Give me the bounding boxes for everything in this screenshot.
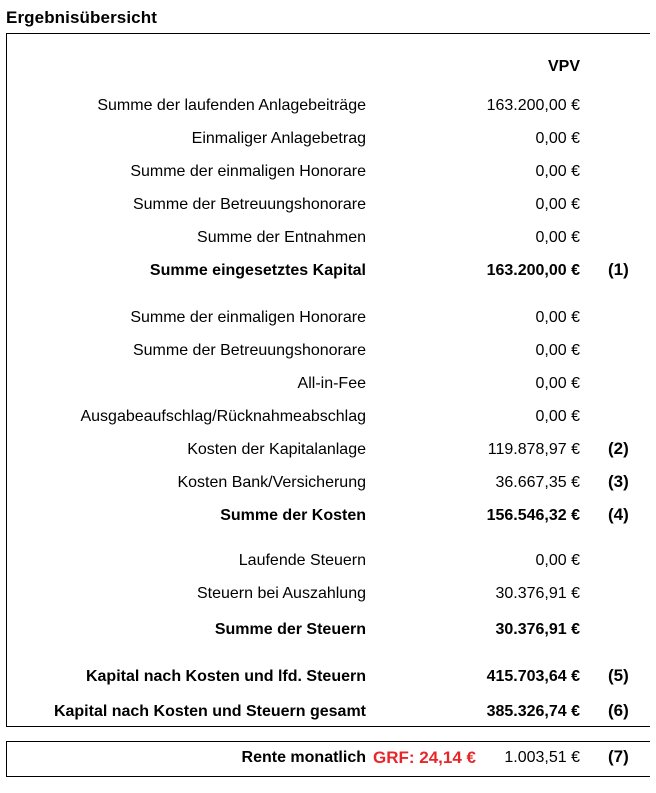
row-footnote: (5) — [608, 666, 629, 685]
row-label: Kosten der Kapitalanlage — [187, 441, 366, 458]
row-footnote: (3) — [608, 472, 629, 491]
row-value: 0,00 € — [535, 408, 580, 425]
row-value: 0,00 € — [535, 163, 580, 180]
row-footnote: (1) — [608, 260, 629, 279]
table-row — [0, 552, 656, 574]
row-footnote: (6) — [608, 701, 629, 720]
row-label: Summe der Betreuungshonorare — [132, 342, 366, 359]
row-value: 0,00 € — [535, 309, 580, 326]
row-value: 0,00 € — [535, 342, 580, 359]
row-value: 156.546,32 € — [486, 507, 580, 524]
row-footnote: (2) — [608, 439, 629, 458]
row-label: Kapital nach Kosten und Steuern gesamt — [53, 703, 366, 720]
table-row — [0, 196, 656, 218]
row-value: 36.667,35 € — [495, 474, 580, 491]
row-label: All-in-Fee — [297, 375, 366, 392]
row-footnote: (4) — [608, 505, 629, 524]
row-value: 0,00 € — [535, 552, 580, 569]
row-value: 30.376,91 € — [495, 585, 580, 602]
row-label: Laufende Steuern — [238, 552, 366, 569]
table-row — [0, 229, 656, 251]
row-label: Summe der Entnahmen — [197, 229, 366, 246]
column-header-vpv: VPV — [547, 58, 580, 75]
row-value: 0,00 € — [535, 375, 580, 392]
row-label: Einmaliger Anlagebetrag — [191, 130, 366, 147]
row-label: Summe der einmaligen Honorare — [130, 163, 366, 180]
table-row — [0, 408, 656, 430]
table-row — [0, 668, 656, 690]
table-row — [0, 507, 656, 529]
row-label: Summe der Kosten — [220, 507, 366, 524]
row-label: Summe der Betreuungshonorare — [132, 196, 366, 213]
row-value: 119.878,97 € — [487, 441, 580, 458]
rente-value: 1.003,51 € — [504, 749, 580, 766]
row-label: Kapital nach Kosten und lfd. Steuern — [85, 668, 366, 685]
grf-value: GRF: 24,14 € — [373, 748, 476, 767]
row-value: 163.200,00 € — [486, 262, 580, 279]
table-row — [0, 441, 656, 463]
row-value: 385.326,74 € — [486, 703, 580, 720]
row-value: 30.376,91 € — [495, 621, 580, 638]
row-label: Summe der einmaligen Honorare — [130, 309, 366, 326]
table-row — [0, 97, 656, 119]
table-row — [0, 474, 656, 496]
row-label: Summe der laufenden Anlagebeiträge — [97, 97, 366, 114]
table-row — [0, 163, 656, 185]
row-value: 0,00 € — [535, 229, 580, 246]
row-value: 0,00 € — [535, 130, 580, 147]
row-label: Ausgabeaufschlag/Rücknahmeabschlag — [80, 408, 366, 425]
rente-note: (7) — [608, 747, 629, 766]
table-row — [0, 342, 656, 364]
row-value: 163.200,00 € — [486, 97, 580, 114]
row-label: Kosten Bank/Versicherung — [177, 474, 366, 491]
table-row — [0, 703, 656, 725]
row-value: 0,00 € — [535, 196, 580, 213]
rente-row — [0, 749, 656, 771]
table-row — [0, 130, 656, 152]
table-row — [0, 375, 656, 397]
table-row — [0, 262, 656, 284]
table-row — [0, 621, 656, 643]
table-row — [0, 585, 656, 607]
table-row — [0, 309, 656, 331]
row-label: Steuern bei Auszahlung — [196, 585, 366, 602]
rente-label: Rente monatlich — [241, 749, 366, 766]
row-label: Summe eingesetztes Kapital — [149, 262, 366, 279]
row-label: Summe der Steuern — [214, 621, 366, 638]
page-title: Ergebnisübersicht — [6, 8, 157, 27]
row-value: 415.703,64 € — [486, 668, 580, 685]
